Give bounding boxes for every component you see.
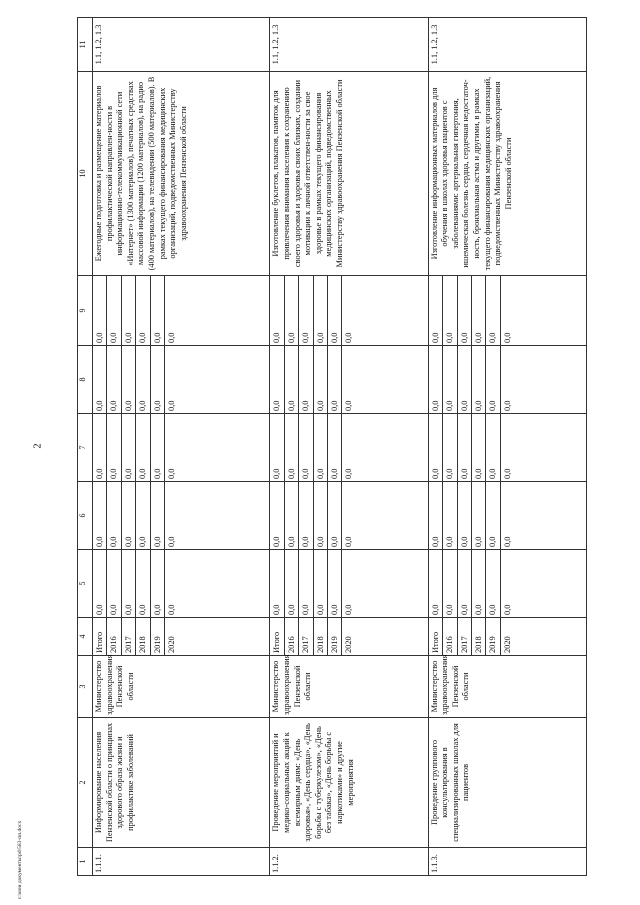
column-header: 9	[78, 276, 93, 346]
funding-c6-value: 0,0	[486, 482, 500, 549]
funding-c8-value: 0,0	[299, 346, 313, 413]
table-row	[428, 18, 586, 876]
funding-c5-value: 0,0	[471, 550, 485, 617]
funding-c7-value: 0,0	[121, 414, 135, 481]
funding-c8-value: 0,0	[457, 346, 471, 413]
year-value: 2016	[443, 618, 457, 655]
funding-c5-cell	[428, 550, 586, 618]
funding-c8-value: 0,0	[313, 346, 327, 413]
funding-c8-value: 0,0	[136, 346, 150, 413]
funding-c6-value: 0,0	[121, 482, 135, 549]
funding-c9-value: 0,0	[429, 276, 443, 345]
funding-c6-value: 0,0	[167, 536, 177, 547]
funding-c9-value: 0,0	[284, 276, 298, 345]
funding-c8-cell	[270, 346, 428, 414]
page-number: 2	[32, 443, 44, 449]
funding-c7-value: 0,0	[93, 414, 107, 481]
funding-c9-value: 0,0	[136, 276, 150, 345]
year-cell	[93, 618, 270, 656]
year-value: Итого	[93, 618, 107, 655]
funding-c5-value: 0,0	[486, 550, 500, 617]
year-value: 2019	[486, 618, 500, 655]
funding-c7-cell	[93, 414, 270, 482]
funding-c7-cell	[428, 414, 586, 482]
funding-c8-value: 0,0	[429, 346, 443, 413]
funding-c6-value: 0,0	[443, 482, 457, 549]
funding-c6-value: 0,0	[328, 482, 342, 549]
funding-c7-value: 0,0	[502, 468, 512, 479]
expected-result: Ежегодные подготовка и размещение материалов профилактической направлен-ности в информационно-телекоммуникационной сети «Интернет» (1300 материалов), печатных средствах массовой информации (1200 материалов), на радио (400 материалов), на телевидении (500 материалов). В рамках текущего финансирования медицинских организаций, подведомственных Министерству здравоохранения Пензенской области	[93, 72, 270, 276]
funding-c5-list	[93, 550, 178, 617]
funding-c5-value: 0,0	[93, 550, 107, 617]
funding-c8-value: 0,0	[344, 400, 354, 411]
column-header: 4	[78, 618, 93, 656]
year-value: 2019	[150, 618, 164, 655]
funding-c5-cell	[93, 550, 270, 618]
funding-c5-value: 0,0	[167, 604, 177, 615]
funding-c7-value: 0,0	[429, 414, 443, 481]
column-header: 8	[78, 346, 93, 414]
column-header: 3	[78, 656, 93, 718]
year-value: 2019	[328, 618, 342, 655]
table-body	[78, 18, 587, 876]
funding-c9-list	[93, 276, 178, 345]
measure-number: 1.1.3.	[428, 848, 586, 876]
funding-c6-value: 0,0	[107, 482, 121, 549]
year-value: 2017	[299, 618, 313, 655]
funding-c5-value: 0,0	[150, 550, 164, 617]
column-header: 6	[78, 482, 93, 550]
funding-c7-value: 0,0	[457, 414, 471, 481]
funding-c7-cell	[270, 414, 428, 482]
year-cell	[428, 618, 586, 656]
funding-c5-value: 0,0	[107, 550, 121, 617]
funding-c6-list	[93, 482, 178, 549]
funding-c8-value: 0,0	[502, 400, 512, 411]
funding-c6-list	[429, 482, 514, 549]
year-list	[429, 618, 514, 655]
measure-name: Информирование населения Пензенской области о принципах здорового образа жизни и профилактике заболеваний	[93, 718, 270, 848]
funding-c6-value: 0,0	[429, 482, 443, 549]
funding-c6-cell	[270, 482, 428, 550]
funding-c9-value: 0,0	[457, 276, 471, 345]
funding-c7-value: 0,0	[328, 414, 342, 481]
funding-c6-value: 0,0	[502, 536, 512, 547]
funding-c5-value: 0,0	[328, 550, 342, 617]
funding-c7-value: 0,0	[284, 414, 298, 481]
funding-c5-value: 0,0	[443, 550, 457, 617]
funding-c7-list	[429, 414, 514, 481]
funding-c6-cell	[93, 482, 270, 550]
funding-c9-cell	[270, 276, 428, 346]
program-measures-table	[77, 17, 587, 876]
executor: Министерство здравоохранения Пензенской области	[428, 656, 586, 718]
column-header: 7	[78, 414, 93, 482]
expected-result: Изготовление буклетов, плакатов, памяток для привлечения внимания населения к сохранению своего здоровья и здоровья своих близких, создании мотивации к личной ответствен-ности за свое здоровье в рамках текущего финансирования медицинских организаций, подведомственных Министерству здравоохранения Пензенской области	[270, 72, 428, 276]
year-value: Итого	[270, 618, 284, 655]
funding-c7-list	[93, 414, 178, 481]
funding-c5-value: 0,0	[270, 550, 284, 617]
funding-c7-list	[270, 414, 355, 481]
year-value: 2016	[107, 618, 121, 655]
funding-c7-value: 0,0	[443, 414, 457, 481]
measure-name: Проведение группового консультирования в специализированных школах для пациентов	[428, 718, 586, 848]
funding-c7-value: 0,0	[313, 414, 327, 481]
funding-c6-value: 0,0	[313, 482, 327, 549]
table-row	[270, 18, 428, 876]
funding-c7-value: 0,0	[299, 414, 313, 481]
executor: Министерство здравоохранения Пензенской области	[93, 656, 270, 718]
funding-c8-value: 0,0	[270, 346, 284, 413]
funding-c8-value: 0,0	[284, 346, 298, 413]
funding-c6-value: 0,0	[270, 482, 284, 549]
funding-c9-list	[429, 276, 514, 345]
funding-c6-value: 0,0	[93, 482, 107, 549]
funding-c9-value: 0,0	[270, 276, 284, 345]
year-value: 2017	[121, 618, 135, 655]
column-header: 11	[78, 18, 93, 72]
funding-c6-list	[270, 482, 355, 549]
funding-c5-value: 0,0	[121, 550, 135, 617]
target-indicator: 1.1, 1.2, 1.3	[428, 18, 586, 72]
funding-c5-list	[270, 550, 355, 617]
funding-c8-list	[270, 346, 355, 413]
funding-c8-value: 0,0	[486, 346, 500, 413]
funding-c7-value: 0,0	[136, 414, 150, 481]
column-header: 2	[78, 718, 93, 848]
funding-c8-value: 0,0	[328, 346, 342, 413]
funding-c8-value: 0,0	[93, 346, 107, 413]
rotated-table-container	[77, 18, 587, 876]
funding-c8-value: 0,0	[121, 346, 135, 413]
year-cell	[270, 618, 428, 656]
funding-c5-value: 0,0	[284, 550, 298, 617]
funding-c9-value: 0,0	[121, 276, 135, 345]
funding-c9-value: 0,0	[167, 332, 177, 343]
executor: Министерство здравоохранения Пензенской области	[270, 656, 428, 718]
column-header: 1	[78, 848, 93, 876]
target-indicator: 1.1, 1.2, 1.3	[270, 18, 428, 72]
funding-c9-value: 0,0	[313, 276, 327, 345]
funding-c7-value: 0,0	[270, 414, 284, 481]
funding-c7-value: 0,0	[150, 414, 164, 481]
funding-c6-cell	[428, 482, 586, 550]
measure-number: 1.1.2.	[270, 848, 428, 876]
funding-c8-list	[93, 346, 178, 413]
funding-c5-value: 0,0	[313, 550, 327, 617]
year-value: 2018	[471, 618, 485, 655]
funding-c9-value: 0,0	[107, 276, 121, 345]
column-number-header-row	[78, 18, 93, 876]
funding-c9-value: 0,0	[93, 276, 107, 345]
year-value: 2020	[167, 636, 177, 653]
funding-c6-value: 0,0	[299, 482, 313, 549]
funding-c8-value: 0,0	[107, 346, 121, 413]
year-value: Итого	[429, 618, 443, 655]
funding-c9-cell	[428, 276, 586, 346]
funding-c9-value: 0,0	[328, 276, 342, 345]
funding-c5-value: 0,0	[344, 604, 354, 615]
funding-c8-cell	[93, 346, 270, 414]
expected-result: Изготовление информационных материалов для обучения в школах здоровья пациентов с заболеваниями: артериальная гипертония, ишемическая болезнь сердца, сердечная недостаточ-ность, бронхиальная астма и другими, в рамках текущего финансирования медицинских организаций, подведомственных Министерству здравоохранения Пензенской области	[428, 72, 586, 276]
funding-c5-cell	[270, 550, 428, 618]
funding-c6-value: 0,0	[457, 482, 471, 549]
funding-c9-value: 0,0	[443, 276, 457, 345]
year-list	[93, 618, 178, 655]
file-path-footer: c:\мои документы\pd\583-пп.docx	[17, 820, 23, 900]
funding-c9-value: 0,0	[344, 332, 354, 343]
funding-c9-value: 0,0	[299, 276, 313, 345]
funding-c7-value: 0,0	[167, 468, 177, 479]
funding-c8-value: 0,0	[471, 346, 485, 413]
year-value: 2020	[344, 636, 354, 653]
funding-c6-value: 0,0	[150, 482, 164, 549]
funding-c9-value: 0,0	[486, 276, 500, 345]
column-header: 5	[78, 550, 93, 618]
funding-c9-value: 0,0	[471, 276, 485, 345]
funding-c5-list	[429, 550, 514, 617]
year-value: 2017	[457, 618, 471, 655]
funding-c8-value: 0,0	[150, 346, 164, 413]
funding-c8-cell	[428, 346, 586, 414]
year-value: 2020	[502, 636, 512, 653]
funding-c8-value: 0,0	[443, 346, 457, 413]
funding-c9-value: 0,0	[502, 332, 512, 343]
funding-c8-list	[429, 346, 514, 413]
funding-c6-value: 0,0	[284, 482, 298, 549]
year-list	[270, 618, 355, 655]
funding-c5-value: 0,0	[299, 550, 313, 617]
funding-c6-value: 0,0	[136, 482, 150, 549]
column-header: 10	[78, 72, 93, 276]
funding-c6-value: 0,0	[344, 536, 354, 547]
funding-c9-value: 0,0	[150, 276, 164, 345]
measure-name: Проведение мероприятий и медико-социальных акций к всемирным дням: «День здоровья», «День сердца», «День борьбы с туберкулезом», «День без табака», «День борьбы с наркотиками» и другие мероприятия	[270, 718, 428, 848]
year-value: 2018	[136, 618, 150, 655]
funding-c9-cell	[93, 276, 270, 346]
funding-c7-value: 0,0	[107, 414, 121, 481]
funding-c9-list	[270, 276, 355, 345]
year-value: 2018	[313, 618, 327, 655]
target-indicator: 1.1, 1.2, 1.3	[93, 18, 270, 72]
funding-c7-value: 0,0	[344, 468, 354, 479]
year-value: 2016	[284, 618, 298, 655]
funding-c5-value: 0,0	[136, 550, 150, 617]
funding-c5-value: 0,0	[429, 550, 443, 617]
funding-c7-value: 0,0	[471, 414, 485, 481]
funding-c7-value: 0,0	[486, 414, 500, 481]
measure-number: 1.1.1.	[93, 848, 270, 876]
funding-c8-value: 0,0	[167, 400, 177, 411]
funding-c5-value: 0,0	[502, 604, 512, 615]
funding-c6-value: 0,0	[471, 482, 485, 549]
funding-c5-value: 0,0	[457, 550, 471, 617]
table-row	[93, 18, 270, 876]
